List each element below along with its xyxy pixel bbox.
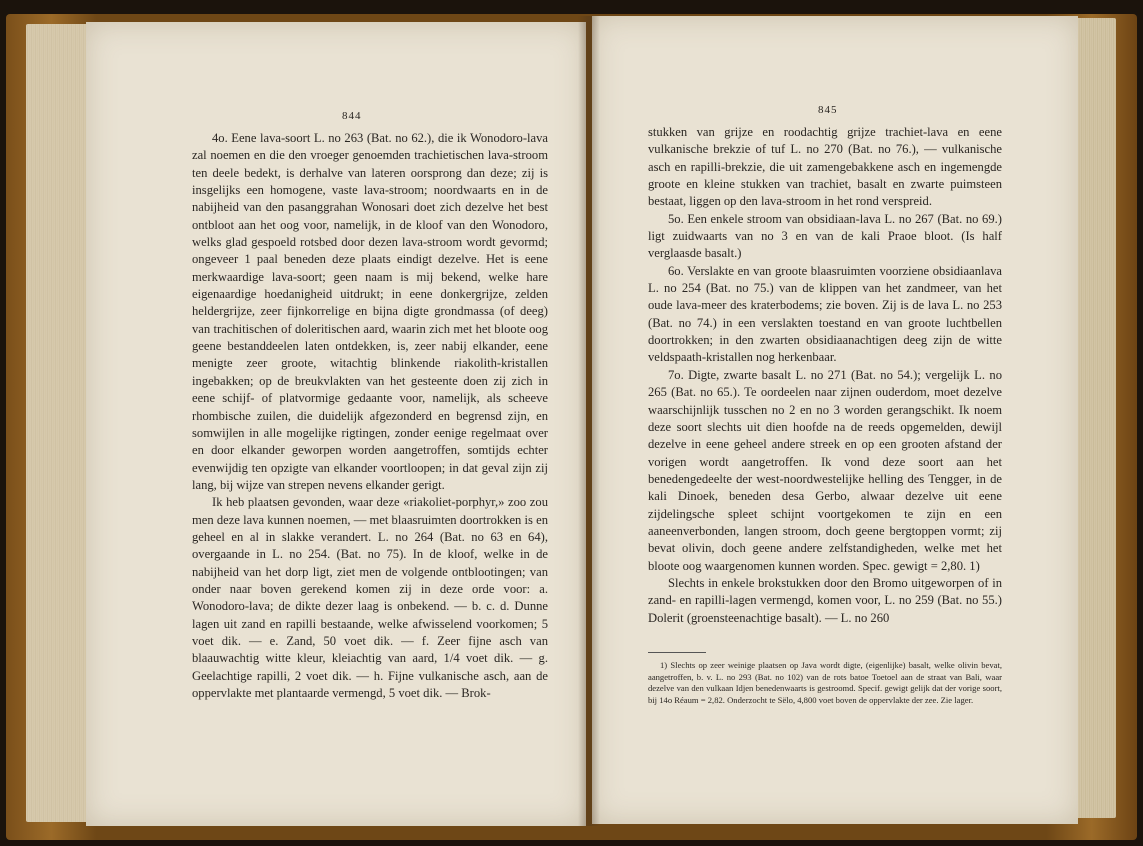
page-number: 845 <box>818 104 838 116</box>
page-body <box>192 130 548 702</box>
footnote: 1) Slechts op zeer weinige plaatsen op Java wordt digte, (eigenlijke) basalt, welke olivin bevat, aangetroffen, b. v. L. no 293 (Bat. no 102) van de rots batoe Toetoel aan de straat van Bali, waar dezelve van den vulkaan Idjen benedenwaarts is gestroomd. Specif. gewigt gelijk dat der vorige soort, bij 14o Réaum = 2,82. Onderzocht te Sëlo, 4,800 voet boven de oppervlakte der zee. Zie lager. <box>648 660 1002 705</box>
paragraph: stukken van grijze en roodachtig grijze trachiet-lava en eene vulkanische brekzie of tuf L. no 270 (Bat. no 76.), — vulkanische asch en rapilli-brekzie, die uit zamengebakkene asch en ingemengde groote en kleine stukken van trachiet, basalt en zwarte puimsteen bestaat, liggen op den lava-stroom in het rond verspreid. <box>648 125 1002 209</box>
paragraph: Ik heb plaatsen gevonden, waar deze «riakoliet-porphyr,» zoo zou men deze lava kunnen noemen, — met blaasruimten doortrokken is en geheel en al in slakke verandert. L. no 264 (Bat. no 63 en 64), overgaande in L. no 254. (Bat. no 75). In de kloof, welke in de nabijheid van het dorp ligt, ziet men de volgende ontblootingen; van onder naar boven gerekend komen zij in deze orde voor: a. Wonodoro-lava; de dikte dezer laag is onbekend. — b. c. d. Dunne lagen uit zand en rapilli bestaande, welke afwisselend voorkomen; 5 voet dik. — e. Zand, 50 voet dik. — f. Zeer fijne asch van blaauwachtig witte kleur, kleiachtig van aard, 1/4 voet dik. — g. Geelachtige rapilli, 2 voet dik. — h. Fijne vulkanische asch, aan de oppervlakte met plantaarde vermengd, 5 voet dik. — Brok- <box>192 495 548 700</box>
paragraph: Slechts in enkele brokstukken door den Bromo uitgeworpen of in zand- en rapilli-lagen vermengd, komen voor, L. no 259 (Bat. no 55.) Dolerit (groensteenachtige basalt). — L. no 260 <box>648 575 1002 625</box>
footnote-rule <box>648 652 706 653</box>
paragraph: 5o. Een enkele stroom van obsidiaan-lava L. no 267 (Bat. no 69.) ligt zuidwaarts van no 3 en van de kali Praoe bloot. (Is half verglaasde basalt.) <box>648 211 1002 261</box>
book-gutter <box>578 16 600 826</box>
paragraph: 7o. Digte, zwarte basalt L. no 271 (Bat. no 54.); vergelijk L. no 265 (Bat. no 65.). Te oordeelen naar zijnen ouderdom, moet dezelve waarschijnlijk tusschen no 2 en no 3 worden gerangschikt. Ik noem deze soort slechts uit dien hoofde na de reeds opgemelden, dewijl dezelve in eene geheel andere streek en op een grooten afstand der vorigen wordt aangetroffen. Ik vond deze soort aan het benedengedeelte der west-noordwestelijke helling des Tengger, in de kali Dinoek, beneden desa Gerbo, alwaar dezelve uit eene zijdelingsche spleet schijnt voortgekomen te zijn en een aaneenverbonden, langen stroom, doch geene bergtoppen vormt; zij bevat olivin, doch geene andere zelfstandigheden, welke met het bloote oog waargenomen kunnen worden. Spec. gewigt = 2,80. 1) <box>648 367 1002 573</box>
right-page <box>592 16 1078 824</box>
page-body <box>648 124 1002 627</box>
page-number: 844 <box>342 110 362 122</box>
paragraph: 6o. Verslakte en van groote blaasruimten voorziene obsidiaanlava L. no 254 (Bat. no 75.) van de klippen van het zandmeer, van het oude lava-meer des kraterbodems; zie boven. Zij is de lava L. no 253 (Bat. no 74.) in een verslakten toestand en van groote luchtbellen doortrokken; in den zwarten obsidiaanachtigen deeg zijn de witte veldspaath-kristallen nog herkenbaar. <box>648 263 1002 365</box>
left-page <box>86 22 586 826</box>
paragraph: 4o. Eene lava-soort L. no 263 (Bat. no 62.), die ik Wonodoro-lava zal noemen en die den vroeger genoemden trachietischen lava-stroom ten deele bedekt, is derhalve van lateren oorsprong dan deze; zij is insgelijks een homogene, vaste lava-stroom; noordwaarts en in de nabijheid van den pasanggrahan Wonosari doet zich dezelve het best ontbloot aan het oog voor, namelijk, in de kloof van den Wonodoro, welks glad gespoeld rotsbed door dezen lava-stroom wordt gevormd; ongeveer 1 paal beneden deze plaats eindigt dezelve. Het is eene merkwaardige lava-soort; geen naam is mij bekend, welke hare eigenaardige hoedanigheid uitdrukt; in eene donkergrijze, zelden heldergrijze, zeer fijnkorrelige en bijna digte grondmassa (of deeg) van trachitischen of doleritischen aard, waarin zich met het bloote oog geene bestanddeelen laten ontdekken, is, zeer nabij elkander, eene menigte zeer groote, witachtig blinkende riakolith-kristallen ingebakken; op de breukvlakten van het gesteente doen zij zich in eene schijf- of platvormige gedaante voor, namelijk, als scheeve rhombische zuilen, die duidelijk afgezonderd en begrensd zijn, en somwijlen in alle mogelijke rigtingen, zonder eenige regelmaat over en door elkander geworpen worden aangetroffen, somtijds echter evenwijdig ten opzigte van elkander voortloopen; in dat geval zijn zij lang, bij wijze van strepen nevens elkander gerigt. <box>192 131 548 492</box>
